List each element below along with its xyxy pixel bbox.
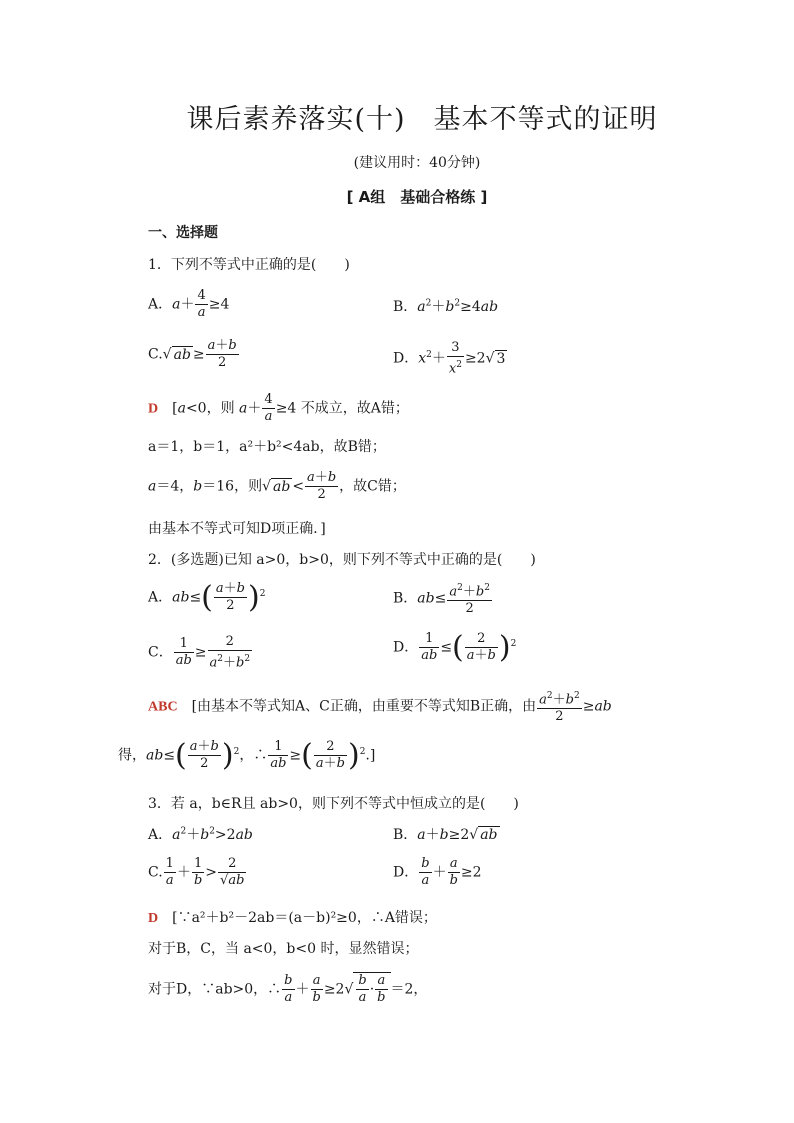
fraction: $\frac{4}{a}$ xyxy=(197,288,206,320)
group-label xyxy=(0,186,794,207)
q3-option-a: A．$a^2+b^2>2ab$ xyxy=(148,826,253,843)
page-title: 课后素养落实(十) 基本不等式的证明 xyxy=(186,104,658,135)
fraction: $\frac{a^2+b^2}{2}$ xyxy=(447,580,492,617)
fraction: $\frac{3}{x^2}$ xyxy=(448,340,462,377)
fraction: $\frac{a^2+b^2}{2}$ xyxy=(537,688,582,725)
q2-option-a: A．ab≤( $\frac{a+b}{2}$ )$^2$ xyxy=(148,580,266,615)
fraction: $\frac{1}{ab}$ xyxy=(175,636,192,669)
q2-stem: 2．(多选题)已知 a>0，b>0，则下列不等式中正确的是( ) xyxy=(148,552,536,568)
q1-solution-line1: D [a<0，则 a＋ $\frac{4}{a}$ ≥4 不成立，故A错； xyxy=(148,392,409,424)
fraction: $\frac{a+b}{2}$ xyxy=(215,581,245,613)
fraction: $\frac{a}{b}$ xyxy=(312,973,321,1005)
q1-option-b: B．$a^2+b^2\ge 4ab$ xyxy=(393,298,499,315)
fraction: $\frac{2}{a+b}$ xyxy=(315,739,345,771)
fraction: $\frac{1}{b}$ xyxy=(193,856,203,888)
q1-solution-line3: a＝4，b＝16，则√ ab < $\frac{a+b}{2}$ ，故C错； xyxy=(148,470,406,502)
fraction: $\frac{1}{ab}$ xyxy=(270,739,287,771)
fraction: $\frac{a+b}{2}$ xyxy=(207,338,237,370)
q3-solution-line3: 对于D，∵ab>0，∴ $\frac{b}{a}$ ＋ $\frac{a}{b}$ ≥2√ $\frac{b}{a}$ · $\frac{a}{b}$ ＝2， xyxy=(148,973,428,1005)
fraction: $\frac{a}{b}$ xyxy=(377,973,386,1005)
q1-option-d: D．$x^2+$ $\frac{3}{x^2}$ ≥2√ 3 xyxy=(393,340,506,377)
fraction: $\frac{a+b}{2}$ xyxy=(189,739,219,771)
group-label-text: [ A组 基础合格练 ] xyxy=(346,188,488,206)
q3-option-c: C. $\frac{1}{a}$ ＋ $\frac{1}{b}$ > $\frac{2}{√ab}$ xyxy=(148,856,245,888)
q2-solution-line1: ABC [由基本不等式知A、C正确，由重要不等式知B正确，由 $\frac{a^2+b^2}{2}$ ≥ab xyxy=(148,688,612,725)
fraction: $\frac{2}{a+b}$ xyxy=(466,631,496,663)
fraction: $\frac{b}{a}$ xyxy=(421,856,430,888)
q1-answer: D xyxy=(148,401,159,417)
q1-stem: 1．下列不等式中正确的是( ) xyxy=(148,257,350,273)
section-heading: 一、选择题 xyxy=(148,225,218,241)
q2-answer: ABC xyxy=(148,699,178,715)
q3-answer: D xyxy=(148,911,159,926)
fraction: $\frac{1}{ab}$ xyxy=(421,631,438,663)
q2-option-d: D． $\frac{1}{ab}$ ≤( $\frac{2}{a+b}$ )$^2$ xyxy=(393,630,517,665)
fraction: $\frac{b}{a}$ xyxy=(284,973,293,1005)
fraction: $\frac{2}{√ab}$ xyxy=(220,856,245,888)
fraction: $\frac{a+b}{2}$ xyxy=(307,470,337,502)
q3-solution-line2: 对于B，C，当 a<0，b<0 时，显然错误； xyxy=(148,941,419,957)
fraction: $\frac{4}{a}$ xyxy=(264,392,273,424)
q1-option-c: C.√ ab ≥ $\frac{a+b}{2}$ xyxy=(148,338,237,370)
q1-solution-line2: a＝1，b＝1，a²＋b²<4ab，故B错； xyxy=(148,439,386,455)
q2-solution-line2: 得，ab≤( $\frac{a+b}{2}$ )$^2$，∴ $\frac{1}{ab}$ ≥( $\frac{2}{a+b}$ )$^2$.] xyxy=(118,738,376,773)
q3-option-d: D． $\frac{b}{a}$ ＋ $\frac{a}{b}$ ≥2 xyxy=(393,856,482,888)
q1-option-a: A．a＋ $\frac{4}{a}$ ≥4 xyxy=(148,288,230,320)
fraction: $\frac{b}{a}$ xyxy=(358,973,367,1005)
q3-option-b: B．a＋b≥2√ ab xyxy=(393,827,498,843)
fraction: $\frac{1}{a}$ xyxy=(165,856,174,888)
q2-option-c: C． $\frac{1}{ab}$ ≥ $\frac{2}{a^2+b^2}$ xyxy=(148,634,251,671)
q1-solution-line4: 由基本不等式可知D项正确．] xyxy=(148,521,326,537)
time-hint: (建议用时：40分钟) xyxy=(353,155,481,171)
fraction: $\frac{2}{a^2+b^2}$ xyxy=(209,634,251,671)
q3-stem: 3．若 a，b∈R且 ab>0，则下列不等式中恒成立的是( ) xyxy=(148,796,519,812)
q2-option-b: B．ab≤ $\frac{a^2+b^2}{2}$ xyxy=(393,580,493,617)
q3-solution-line1: D [∵a²＋b²－2ab＝(a－b)²≥0，∴A错误； xyxy=(148,910,437,926)
fraction: $\frac{a}{b}$ xyxy=(449,856,458,888)
